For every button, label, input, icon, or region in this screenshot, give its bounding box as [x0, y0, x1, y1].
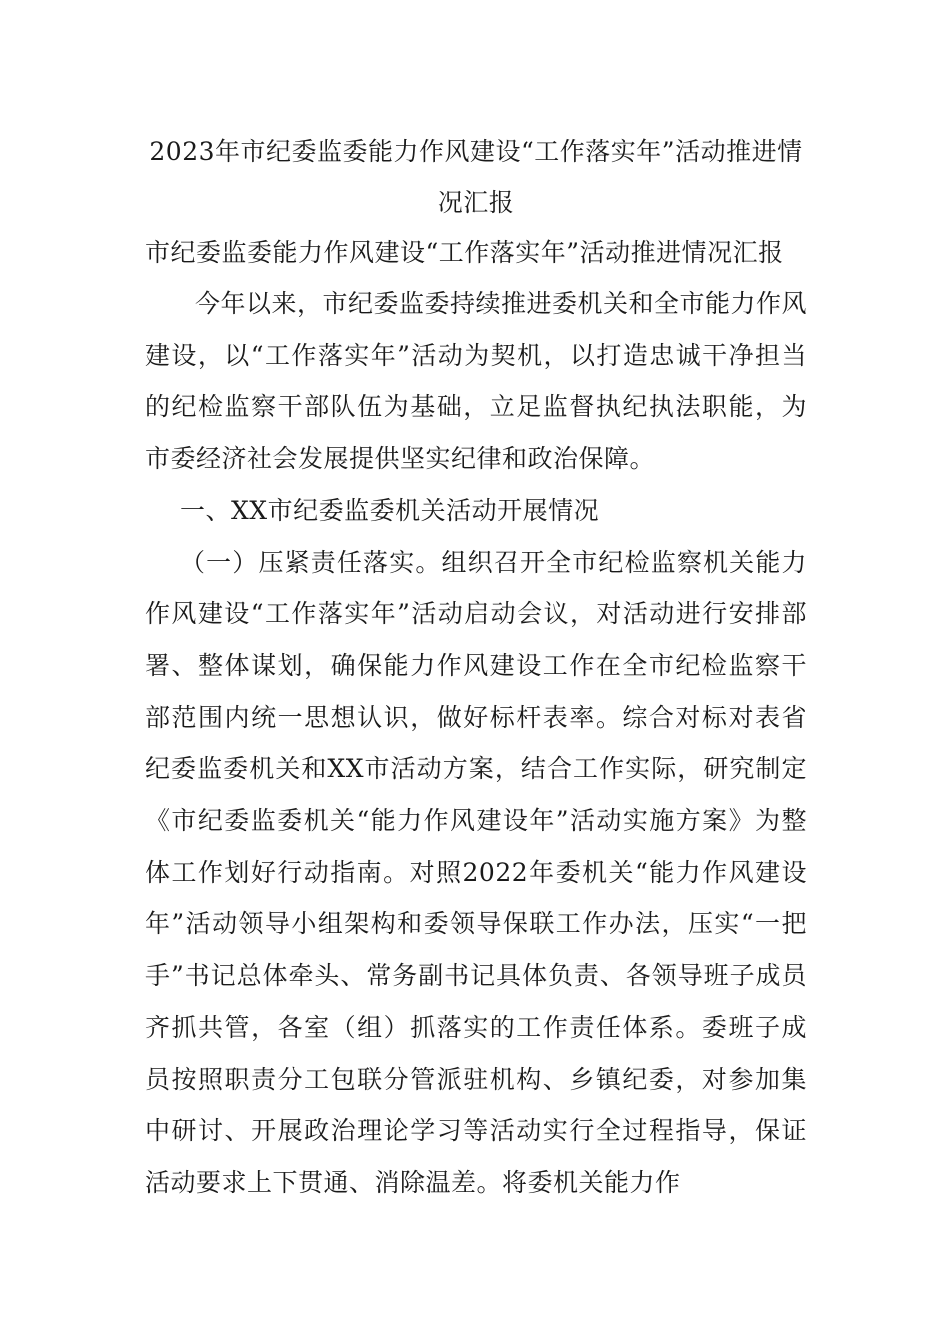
document-title: 2023年市纪委监委能力作风建设“工作落实年”活动推进情况汇报 — [149, 137, 803, 217]
document-body — [145, 126, 807, 1209]
section-body-paragraph: （一）压紧责任落实。组织召开全市纪检监察机关能力作风建设“工作落实年”活动启动会议，对活动进行安排部署、整体谋划，确保能力作风建设工作在全市纪检监察干部范围内统一思想认识，做好标杆表率。综合对标对表省纪委监委机关和XX市活动方案，结合工作实际，研究制定《市纪委监委机关“能力作风建设年”活动实施方案》为整体工作划好行动指南。对照2022年委机关“能力作风建设年”活动领导小组架构和委领导保联工作办法，压实“一把手”书记总体牵头、常务副书记具体负责、各领导班子成员齐抓共管，各室（组）抓落实的工作责任体系。委班子成员按照职责分工包联分管派驻机构、乡镇纪委，对参加集中研讨、开展政治理论学习等活动实行全过程指导，保证活动要求上下贯通、消除温差。将委机关能力作 — [145, 547, 807, 1197]
document-subtitle: 市纪委监委能力作风建设“工作落实年”活动推进情况汇报 — [145, 238, 784, 267]
intro-paragraph: 今年以来，市纪委监委持续推进委机关和全市能力作风建设，以“工作落实年”活动为契机，以打造忠诚干净担当的纪检监察干部队伍为基础，立足监督执纪执法职能，为市委经济社会发展提供坚实纪律和政治保障。 — [145, 289, 808, 474]
section-heading: 一、XX市纪委监委机关活动开展情况 — [180, 495, 600, 525]
